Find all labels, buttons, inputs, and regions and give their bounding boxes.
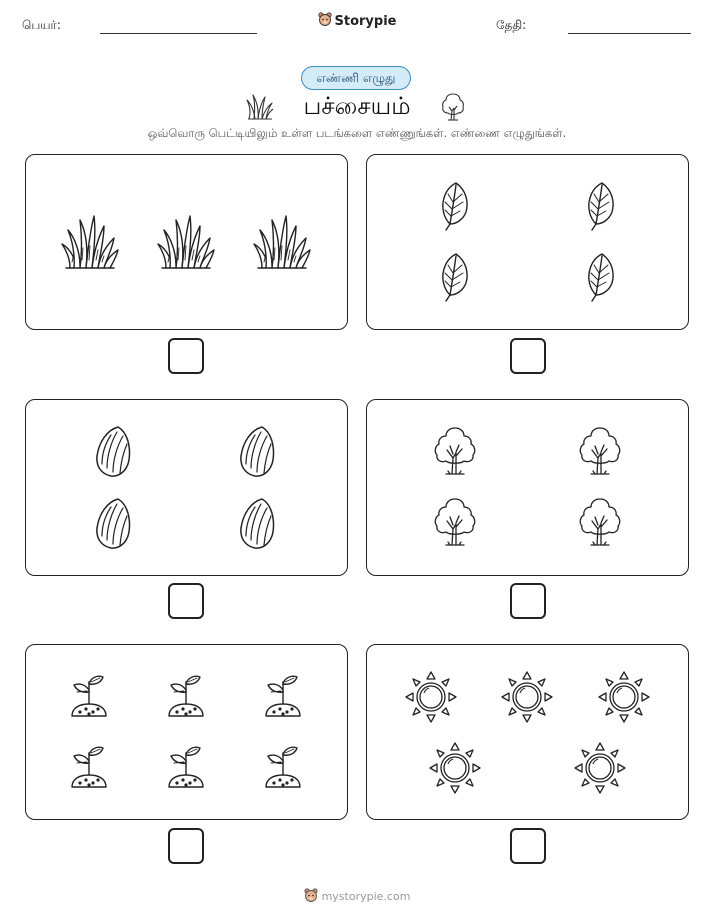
brand-name: Storypie [334,14,397,29]
sun-icon [429,742,481,798]
bear-icon [318,12,332,31]
brand-logo [0,12,714,31]
sprout-icon [263,672,303,724]
sprout-icon [69,743,109,795]
page-title: பச்சையம் [303,92,411,120]
seed-icon [237,496,279,556]
footer-url: mystorypie.com [321,890,411,903]
leaf-icon [582,251,618,307]
activity-tag: எண்ணி எழுது [301,66,411,90]
name-line[interactable] [100,33,257,34]
seed-icon [93,424,135,484]
date-line[interactable] [568,33,691,34]
instruction-text: ஒவ்வொரு பெட்டியிலும் உள்ள படங்களை எண்ணுங்கள். எண்ணை எழுதுங்கள். [147,126,567,140]
sprout-icon [166,743,206,795]
panel-seeds [25,399,348,576]
panel-trees [366,399,689,576]
answer-box-suns[interactable] [510,828,546,864]
sun-icon [598,671,650,727]
tree-icon [432,425,478,481]
sprout-icon [263,743,303,795]
panel-leaves [366,154,689,330]
leaf-icon [436,251,472,307]
answer-box-grass[interactable] [168,338,204,374]
leaf-icon [436,180,472,236]
name-label: பெயர்: [22,18,61,32]
title-tree-icon [440,92,466,126]
date-label: தேதி: [496,18,527,32]
tree-icon [577,425,623,481]
answer-box-trees[interactable] [510,583,546,619]
bear-icon [304,888,318,906]
seed-icon [237,424,279,484]
sun-icon [405,671,457,727]
sun-icon [574,742,626,798]
answer-box-seeds[interactable] [168,583,204,619]
grass-icon [252,210,312,276]
tree-icon [577,496,623,552]
tree-icon [432,496,478,552]
sprout-icon [166,672,206,724]
leaf-icon [582,180,618,236]
answer-box-leaves[interactable] [510,338,546,374]
grass-icon [156,210,216,276]
seed-icon [93,496,135,556]
sun-icon [501,671,553,727]
footer [0,888,714,906]
sprout-icon [69,672,109,724]
answer-box-sprouts[interactable] [168,828,204,864]
grass-icon [60,210,120,276]
